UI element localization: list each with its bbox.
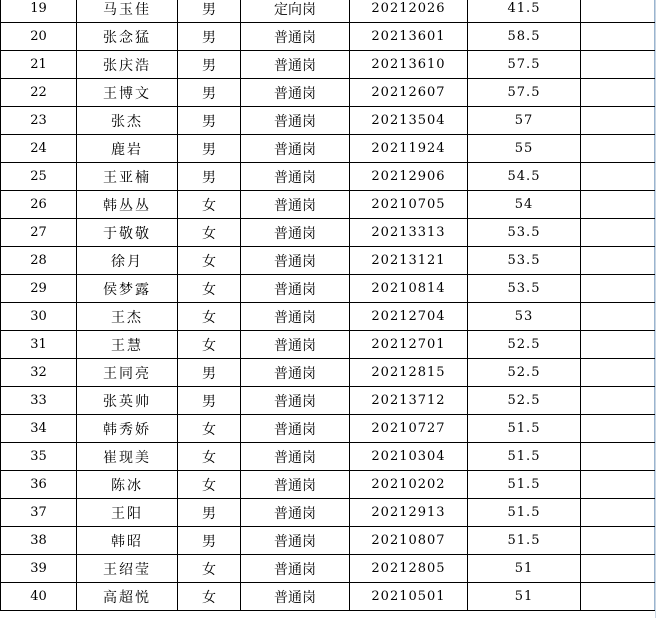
cell-exam-number[interactable]: 20210705 [350,191,468,219]
cell-name[interactable]: 王绍莹 [77,555,178,583]
table-row [1,23,655,51]
cell-post[interactable]: 普通岗 [241,387,350,415]
cell-empty[interactable] [581,275,655,303]
cell-empty[interactable] [581,415,655,443]
cell-score[interactable]: 53.5 [468,247,581,275]
cell-post[interactable]: 普通岗 [241,415,350,443]
cell-empty[interactable] [581,79,655,107]
cell-name[interactable]: 鹿岩 [77,135,178,163]
cell-name[interactable]: 韩秀娇 [77,415,178,443]
cell-no[interactable]: 39 [1,555,77,583]
cell-score[interactable]: 53.5 [468,275,581,303]
cell-gender[interactable]: 男 [178,163,241,191]
cell-post[interactable]: 普通岗 [241,79,350,107]
cell-post[interactable]: 普通岗 [241,107,350,135]
cell-post[interactable]: 普通岗 [241,219,350,247]
cell-exam-number[interactable]: 20213712 [350,387,468,415]
cell-empty[interactable] [581,107,655,135]
cell-no[interactable]: 21 [1,51,77,79]
cell-no[interactable]: 20 [1,23,77,51]
cell-score[interactable]: 51 [468,583,581,611]
cell-no[interactable]: 34 [1,415,77,443]
cell-post[interactable]: 普通岗 [241,443,350,471]
cell-empty[interactable] [581,583,655,611]
cell-gender[interactable]: 女 [178,247,241,275]
cell-exam-number[interactable]: 20210814 [350,275,468,303]
cell-score[interactable]: 54 [468,191,581,219]
cell-exam-number[interactable]: 20210807 [350,527,468,555]
table-row [1,107,655,135]
cell-no[interactable]: 27 [1,219,77,247]
cell-gender[interactable]: 女 [178,415,241,443]
table-row [1,135,655,163]
cell-gender[interactable]: 女 [178,303,241,331]
cell-gender[interactable]: 男 [178,135,241,163]
cell-name[interactable]: 陈冰 [77,471,178,499]
cell-empty[interactable] [581,499,655,527]
cell-exam-number[interactable]: 20212805 [350,555,468,583]
cell-name[interactable]: 王亚楠 [77,163,178,191]
cell-gender[interactable]: 女 [178,471,241,499]
cell-post[interactable]: 定向岗 [241,0,350,23]
cell-no[interactable]: 28 [1,247,77,275]
cell-gender[interactable]: 女 [178,191,241,219]
cell-score[interactable]: 57.5 [468,51,581,79]
table-row [1,219,655,247]
table-row [1,471,655,499]
cell-exam-number[interactable]: 20212913 [350,499,468,527]
cell-gender[interactable]: 女 [178,275,241,303]
cell-exam-number[interactable]: 20213610 [350,51,468,79]
table-row [1,303,655,331]
cell-gender[interactable]: 男 [178,51,241,79]
cell-name[interactable]: 高超悦 [77,583,178,611]
cell-post[interactable]: 普通岗 [241,471,350,499]
cell-exam-number[interactable]: 20213504 [350,107,468,135]
cell-no[interactable]: 31 [1,331,77,359]
cell-no[interactable]: 26 [1,191,77,219]
cell-empty[interactable] [581,331,655,359]
table-body [1,0,655,611]
cell-gender[interactable]: 男 [178,79,241,107]
cell-name[interactable]: 张英帅 [77,387,178,415]
cell-post[interactable]: 普通岗 [241,527,350,555]
cell-score[interactable]: 54.5 [468,163,581,191]
cell-empty[interactable] [581,135,655,163]
cell-score[interactable]: 51.5 [468,471,581,499]
cell-empty[interactable] [581,163,655,191]
cell-score[interactable]: 41.5 [468,0,581,23]
cell-name[interactable]: 徐月 [77,247,178,275]
table-row [1,331,655,359]
cell-score[interactable]: 52.5 [468,387,581,415]
cell-score[interactable]: 51.5 [468,415,581,443]
cell-gender[interactable]: 女 [178,555,241,583]
cell-exam-number[interactable]: 20211924 [350,135,468,163]
table-row [1,275,655,303]
cell-score[interactable]: 51.5 [468,527,581,555]
cell-score[interactable]: 53.5 [468,219,581,247]
table-row [1,163,655,191]
cell-no[interactable]: 22 [1,79,77,107]
cell-exam-number[interactable]: 20212906 [350,163,468,191]
cell-exam-number[interactable]: 20210501 [350,583,468,611]
cell-gender[interactable]: 男 [178,23,241,51]
cell-exam-number[interactable]: 20212815 [350,359,468,387]
cell-exam-number[interactable]: 20213121 [350,247,468,275]
cell-no[interactable]: 38 [1,527,77,555]
cell-score[interactable]: 53 [468,303,581,331]
cell-name[interactable]: 于敬敬 [77,219,178,247]
cell-exam-number[interactable]: 20212026 [350,0,468,23]
cell-no[interactable]: 36 [1,471,77,499]
cell-post[interactable]: 普通岗 [241,331,350,359]
cell-score[interactable]: 57 [468,107,581,135]
cell-post[interactable]: 普通岗 [241,499,350,527]
cell-post[interactable]: 普通岗 [241,555,350,583]
cell-exam-number[interactable]: 20212704 [350,303,468,331]
table-row [1,415,655,443]
cell-gender[interactable]: 女 [178,219,241,247]
cell-no[interactable]: 32 [1,359,77,387]
cell-name[interactable]: 韩昭 [77,527,178,555]
cell-empty[interactable] [581,51,655,79]
table-row [1,499,655,527]
cell-no[interactable]: 33 [1,387,77,415]
cell-gender[interactable]: 男 [178,359,241,387]
table-row [1,79,655,107]
cell-gender[interactable]: 男 [178,527,241,555]
cell-gender[interactable]: 女 [178,583,241,611]
table-row [1,0,655,23]
cell-score[interactable]: 52.5 [468,359,581,387]
cell-exam-number[interactable]: 20213601 [350,23,468,51]
cell-no[interactable]: 29 [1,275,77,303]
cell-empty[interactable] [581,0,655,23]
cell-score[interactable]: 51.5 [468,499,581,527]
cell-empty[interactable] [581,191,655,219]
cell-name[interactable]: 侯梦露 [77,275,178,303]
cell-gender[interactable]: 女 [178,443,241,471]
cell-name[interactable]: 崔现美 [77,443,178,471]
cell-empty[interactable] [581,471,655,499]
cell-score[interactable]: 57.5 [468,79,581,107]
table-row [1,51,655,79]
cell-no[interactable]: 19 [1,0,77,23]
cell-exam-number[interactable]: 20210727 [350,415,468,443]
cell-score[interactable]: 51.5 [468,443,581,471]
cell-post[interactable]: 普通岗 [241,359,350,387]
cell-empty[interactable] [581,23,655,51]
cell-empty[interactable] [581,527,655,555]
cell-score[interactable]: 51 [468,555,581,583]
cell-post[interactable]: 普通岗 [241,23,350,51]
table-row [1,583,655,611]
cell-name[interactable]: 张杰 [77,107,178,135]
cell-no[interactable]: 40 [1,583,77,611]
cell-exam-number[interactable]: 20210304 [350,443,468,471]
cell-empty[interactable] [581,247,655,275]
cell-gender[interactable]: 男 [178,107,241,135]
cell-no[interactable]: 35 [1,443,77,471]
cell-empty[interactable] [581,555,655,583]
table-row [1,191,655,219]
cell-name[interactable]: 张念猛 [77,23,178,51]
cell-post[interactable]: 普通岗 [241,191,350,219]
cell-empty[interactable] [581,443,655,471]
cell-post[interactable]: 普通岗 [241,163,350,191]
cell-post[interactable]: 普通岗 [241,51,350,79]
cell-no[interactable]: 37 [1,499,77,527]
cell-exam-number[interactable]: 20212701 [350,331,468,359]
table-row [1,443,655,471]
cell-name[interactable]: 王慧 [77,331,178,359]
table-row [1,387,655,415]
cell-no[interactable]: 24 [1,135,77,163]
cell-name[interactable]: 王博文 [77,79,178,107]
cell-exam-number[interactable]: 20210202 [350,471,468,499]
table-row [1,555,655,583]
cell-empty[interactable] [581,303,655,331]
cell-score[interactable]: 58.5 [468,23,581,51]
cell-name[interactable]: 王杰 [77,303,178,331]
cell-gender[interactable]: 男 [178,0,241,23]
cell-name[interactable]: 王阳 [77,499,178,527]
cell-name[interactable]: 张庆浩 [77,51,178,79]
cell-post[interactable]: 普通岗 [241,583,350,611]
cell-score[interactable]: 55 [468,135,581,163]
cell-post[interactable]: 普通岗 [241,275,350,303]
cell-name[interactable]: 韩丛丛 [77,191,178,219]
cell-post[interactable]: 普通岗 [241,135,350,163]
cell-name[interactable]: 马玉佳 [77,0,178,23]
table-row [1,359,655,387]
table-row [1,527,655,555]
cell-post[interactable]: 普通岗 [241,247,350,275]
cell-no[interactable]: 25 [1,163,77,191]
cell-gender[interactable]: 男 [178,387,241,415]
cell-score[interactable]: 52.5 [468,331,581,359]
cell-gender[interactable]: 女 [178,331,241,359]
cell-empty[interactable] [581,359,655,387]
cell-post[interactable]: 普通岗 [241,303,350,331]
cell-exam-number[interactable]: 20212607 [350,79,468,107]
cell-no[interactable]: 23 [1,107,77,135]
cell-exam-number[interactable]: 20213313 [350,219,468,247]
table-row [1,247,655,275]
cell-no[interactable]: 30 [1,303,77,331]
cell-name[interactable]: 王同亮 [77,359,178,387]
cell-empty[interactable] [581,387,655,415]
cell-empty[interactable] [581,219,655,247]
cell-gender[interactable]: 男 [178,499,241,527]
